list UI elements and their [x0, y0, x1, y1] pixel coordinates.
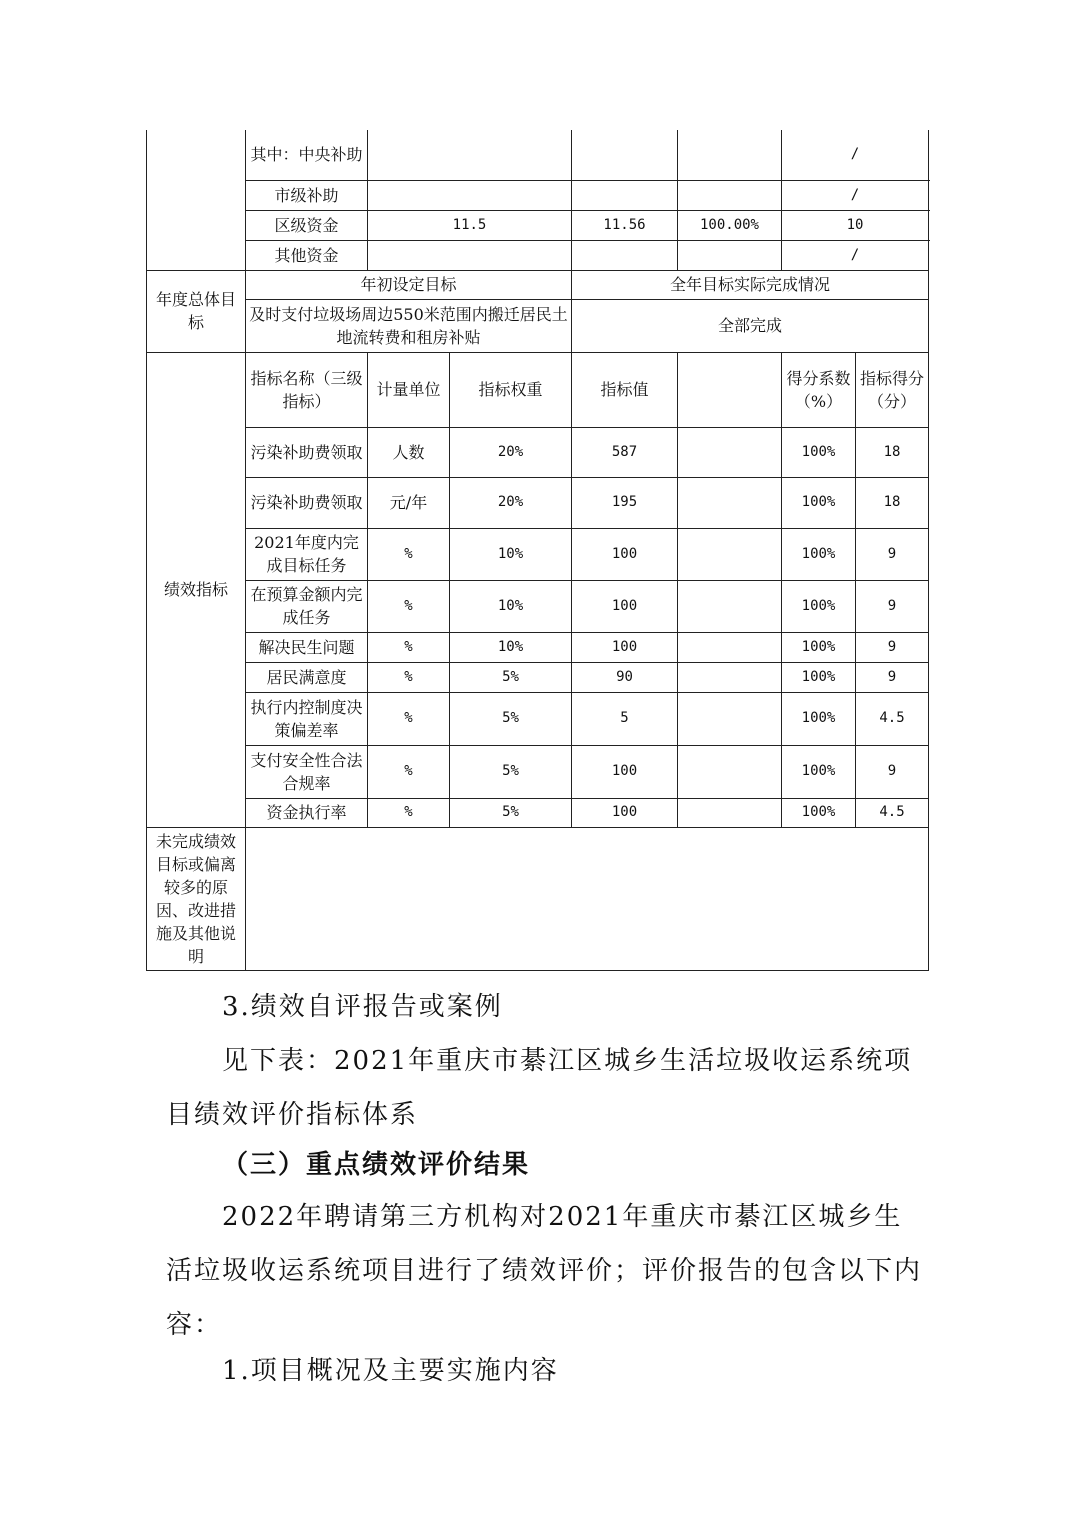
funding-actual: 11.56 [572, 210, 678, 240]
indicator-name: 居民满意度 [246, 662, 368, 692]
initial-goal-text: 及时支付垃圾场周边550米范围内搬迁居民土地流转费和租房补贴 [246, 299, 572, 352]
indicator-blank [678, 528, 782, 580]
indicator-name: 支付安全性合法合规率 [246, 745, 368, 798]
indicator-weight: 5% [450, 662, 572, 692]
indicator-row [147, 662, 929, 692]
funding-group-cell [147, 130, 246, 270]
indicator-unit: % [368, 662, 450, 692]
header-unit: 计量单位 [368, 352, 450, 427]
indicator-unit: 元/年 [368, 477, 450, 528]
funding-label: 区级资金 [246, 210, 368, 240]
funding-row [147, 130, 929, 180]
actual-goal-header: 全年目标实际完成情况 [572, 270, 929, 299]
header-weight: 指标权重 [450, 352, 572, 427]
indicator-coef: 100% [782, 662, 856, 692]
funding-plan [368, 130, 572, 180]
funding-plan [368, 180, 572, 210]
indicator-blank [678, 477, 782, 528]
indicator-value: 100 [572, 798, 678, 827]
indicator-coef: 100% [782, 632, 856, 662]
funding-rate [678, 130, 782, 180]
indicator-coef: 100% [782, 528, 856, 580]
indicator-score: 9 [856, 662, 929, 692]
indicator-blank [678, 692, 782, 745]
header-coef: 得分系数（%） [782, 352, 856, 427]
funding-actual [572, 180, 678, 210]
indicator-score: 9 [856, 528, 929, 580]
indicator-coef: 100% [782, 427, 856, 477]
indicator-row [147, 745, 929, 798]
indicator-value: 100 [572, 632, 678, 662]
indicator-unit: % [368, 528, 450, 580]
indicator-weight: 10% [450, 632, 572, 662]
funding-plan [368, 240, 572, 270]
funding-score: / [782, 180, 929, 210]
indicator-row [147, 528, 929, 580]
indicator-score: 9 [856, 580, 929, 632]
indicator-value: 100 [572, 528, 678, 580]
indicator-weight: 20% [450, 477, 572, 528]
funding-row [147, 180, 929, 210]
indicator-blank [678, 427, 782, 477]
indicator-row [147, 477, 929, 528]
indicator-unit: % [368, 692, 450, 745]
indicator-name: 2021年度内完成目标任务 [246, 528, 368, 580]
indicator-name: 在预算金额内完成任务 [246, 580, 368, 632]
indicator-score: 18 [856, 477, 929, 528]
remarks-content [246, 827, 929, 970]
indicator-coef: 100% [782, 692, 856, 745]
indicator-score: 9 [856, 632, 929, 662]
indicator-row [147, 580, 929, 632]
funding-rate [678, 180, 782, 210]
body-paragraph-third-party: 2022年聘请第三方机构对2021年重庆市綦江区城乡生活垃圾收运系统项目进行了绩效评价；评价报告的包含以下内容： [166, 1202, 923, 1340]
indicator-row [147, 692, 929, 745]
indicator-coef: 100% [782, 745, 856, 798]
funding-label: 市级补助 [246, 180, 368, 210]
indicator-name: 污染补助费领取 [246, 477, 368, 528]
indicator-weight: 10% [450, 580, 572, 632]
section-heading-self-evaluation: 3.绩效自评报告或案例 [222, 992, 503, 1022]
header-value: 指标值 [572, 352, 678, 427]
initial-goal-header: 年初设定目标 [246, 270, 572, 299]
funding-actual [572, 240, 678, 270]
funding-rate [678, 240, 782, 270]
indicator-unit: % [368, 745, 450, 798]
section-heading-key-results: （三）重点绩效评价结果 [222, 1150, 531, 1180]
indicator-name: 污染补助费领取 [246, 427, 368, 477]
annual-goal-row [147, 299, 929, 352]
indicator-coef: 100% [782, 580, 856, 632]
indicator-score: 4.5 [856, 798, 929, 827]
indicator-weight: 20% [450, 427, 572, 477]
funding-row [147, 210, 929, 240]
indicator-value: 587 [572, 427, 678, 477]
indicator-unit: % [368, 632, 450, 662]
indicator-value: 100 [572, 745, 678, 798]
funding-label: 其他资金 [246, 240, 368, 270]
annual-goal-header-row [147, 270, 929, 299]
indicator-blank [678, 798, 782, 827]
indicator-row [147, 427, 929, 477]
performance-table [146, 130, 929, 971]
indicator-row [147, 632, 929, 662]
indicator-header-row [147, 352, 929, 427]
remarks-label: 未完成绩效目标或偏离较多的原因、改进措施及其他说明 [147, 827, 246, 970]
funding-label: 其中：中央补助 [246, 130, 368, 180]
header-score: 指标得分（分） [856, 352, 929, 427]
remarks-row [147, 827, 929, 970]
indicator-name: 执行内控制度决策偏差率 [246, 692, 368, 745]
indicator-score: 9 [856, 745, 929, 798]
funding-row [147, 240, 929, 270]
indicator-weight: 5% [450, 798, 572, 827]
indicator-name: 资金执行率 [246, 798, 368, 827]
indicator-unit: % [368, 580, 450, 632]
indicator-blank [678, 745, 782, 798]
indicator-blank [678, 580, 782, 632]
actual-goal-text: 全部完成 [572, 299, 929, 352]
indicator-name: 解决民生问题 [246, 632, 368, 662]
indicator-weight: 10% [450, 528, 572, 580]
annual-goal-label: 年度总体目标 [147, 270, 246, 352]
indicator-row [147, 798, 929, 827]
funding-actual [572, 130, 678, 180]
indicator-blank [678, 662, 782, 692]
indicator-score: 4.5 [856, 692, 929, 745]
indicator-value: 5 [572, 692, 678, 745]
indicator-weight: 5% [450, 745, 572, 798]
indicator-weight: 5% [450, 692, 572, 745]
indicator-value: 195 [572, 477, 678, 528]
header-blank [678, 352, 782, 427]
funding-score: / [782, 130, 929, 180]
indicator-score: 18 [856, 427, 929, 477]
indicator-blank [678, 632, 782, 662]
indicator-unit: 人数 [368, 427, 450, 477]
indicator-coef: 100% [782, 477, 856, 528]
section-heading-project-overview: 1.项目概况及主要实施内容 [222, 1356, 559, 1386]
indicator-value: 90 [572, 662, 678, 692]
body-paragraph-see-table: 见下表：2021年重庆市綦江区城乡生活垃圾收运系统项目绩效评价指标体系 [166, 1046, 913, 1130]
indicator-value: 100 [572, 580, 678, 632]
indicator-unit: % [368, 798, 450, 827]
funding-score: 10 [782, 210, 929, 240]
performance-label: 绩效指标 [147, 352, 246, 827]
funding-score: / [782, 240, 929, 270]
funding-plan: 11.5 [368, 210, 572, 240]
funding-rate: 100.00% [678, 210, 782, 240]
indicator-coef: 100% [782, 798, 856, 827]
header-name: 指标名称（三级指标） [246, 352, 368, 427]
